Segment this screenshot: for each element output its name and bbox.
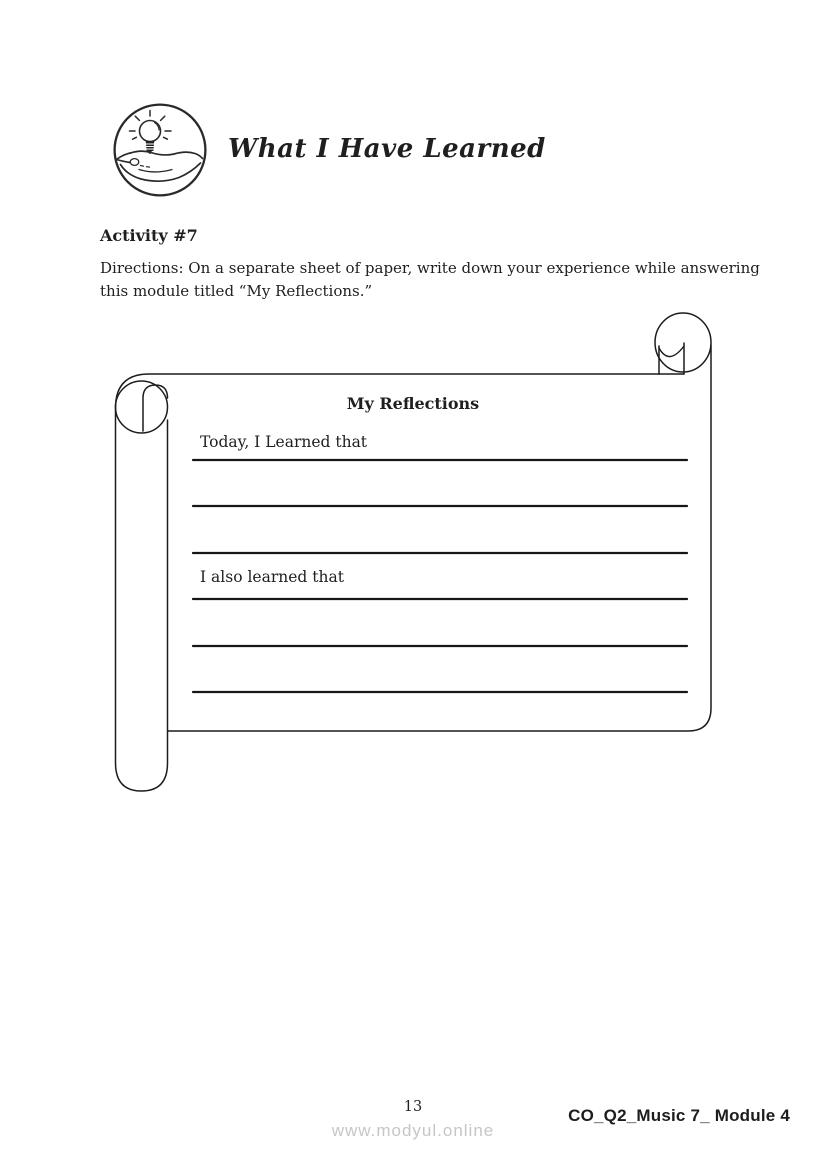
page-number: 13 <box>403 1099 423 1115</box>
light-rays <box>130 111 172 140</box>
module-code: CO_Q2_Music 7_ Module 4 <box>568 1106 790 1125</box>
worksheet-prompt-1: Today, I Learned that <box>200 433 368 451</box>
watermark: www.modyul.online <box>331 1121 495 1140</box>
open-hand <box>117 151 203 181</box>
page-title: What I Have Learned <box>228 134 546 164</box>
hand-lightbulb-icon <box>113 103 207 197</box>
reflection-worksheet <box>113 308 713 793</box>
worksheet-title: My Reflections <box>346 394 480 413</box>
scroll-right-curl <box>655 313 711 374</box>
activity-heading: Activity #7 <box>100 226 198 245</box>
lightbulb-glyph <box>140 121 161 154</box>
hand-lightbulb-icon-svg <box>113 103 207 197</box>
scroll-graphic <box>113 308 713 793</box>
activity-directions: Directions: On a separate sheet of paper, write down your experience while answering this module titled “My Reflections.” <box>100 259 760 300</box>
worksheet-prompt-2: I also learned that <box>200 568 344 586</box>
